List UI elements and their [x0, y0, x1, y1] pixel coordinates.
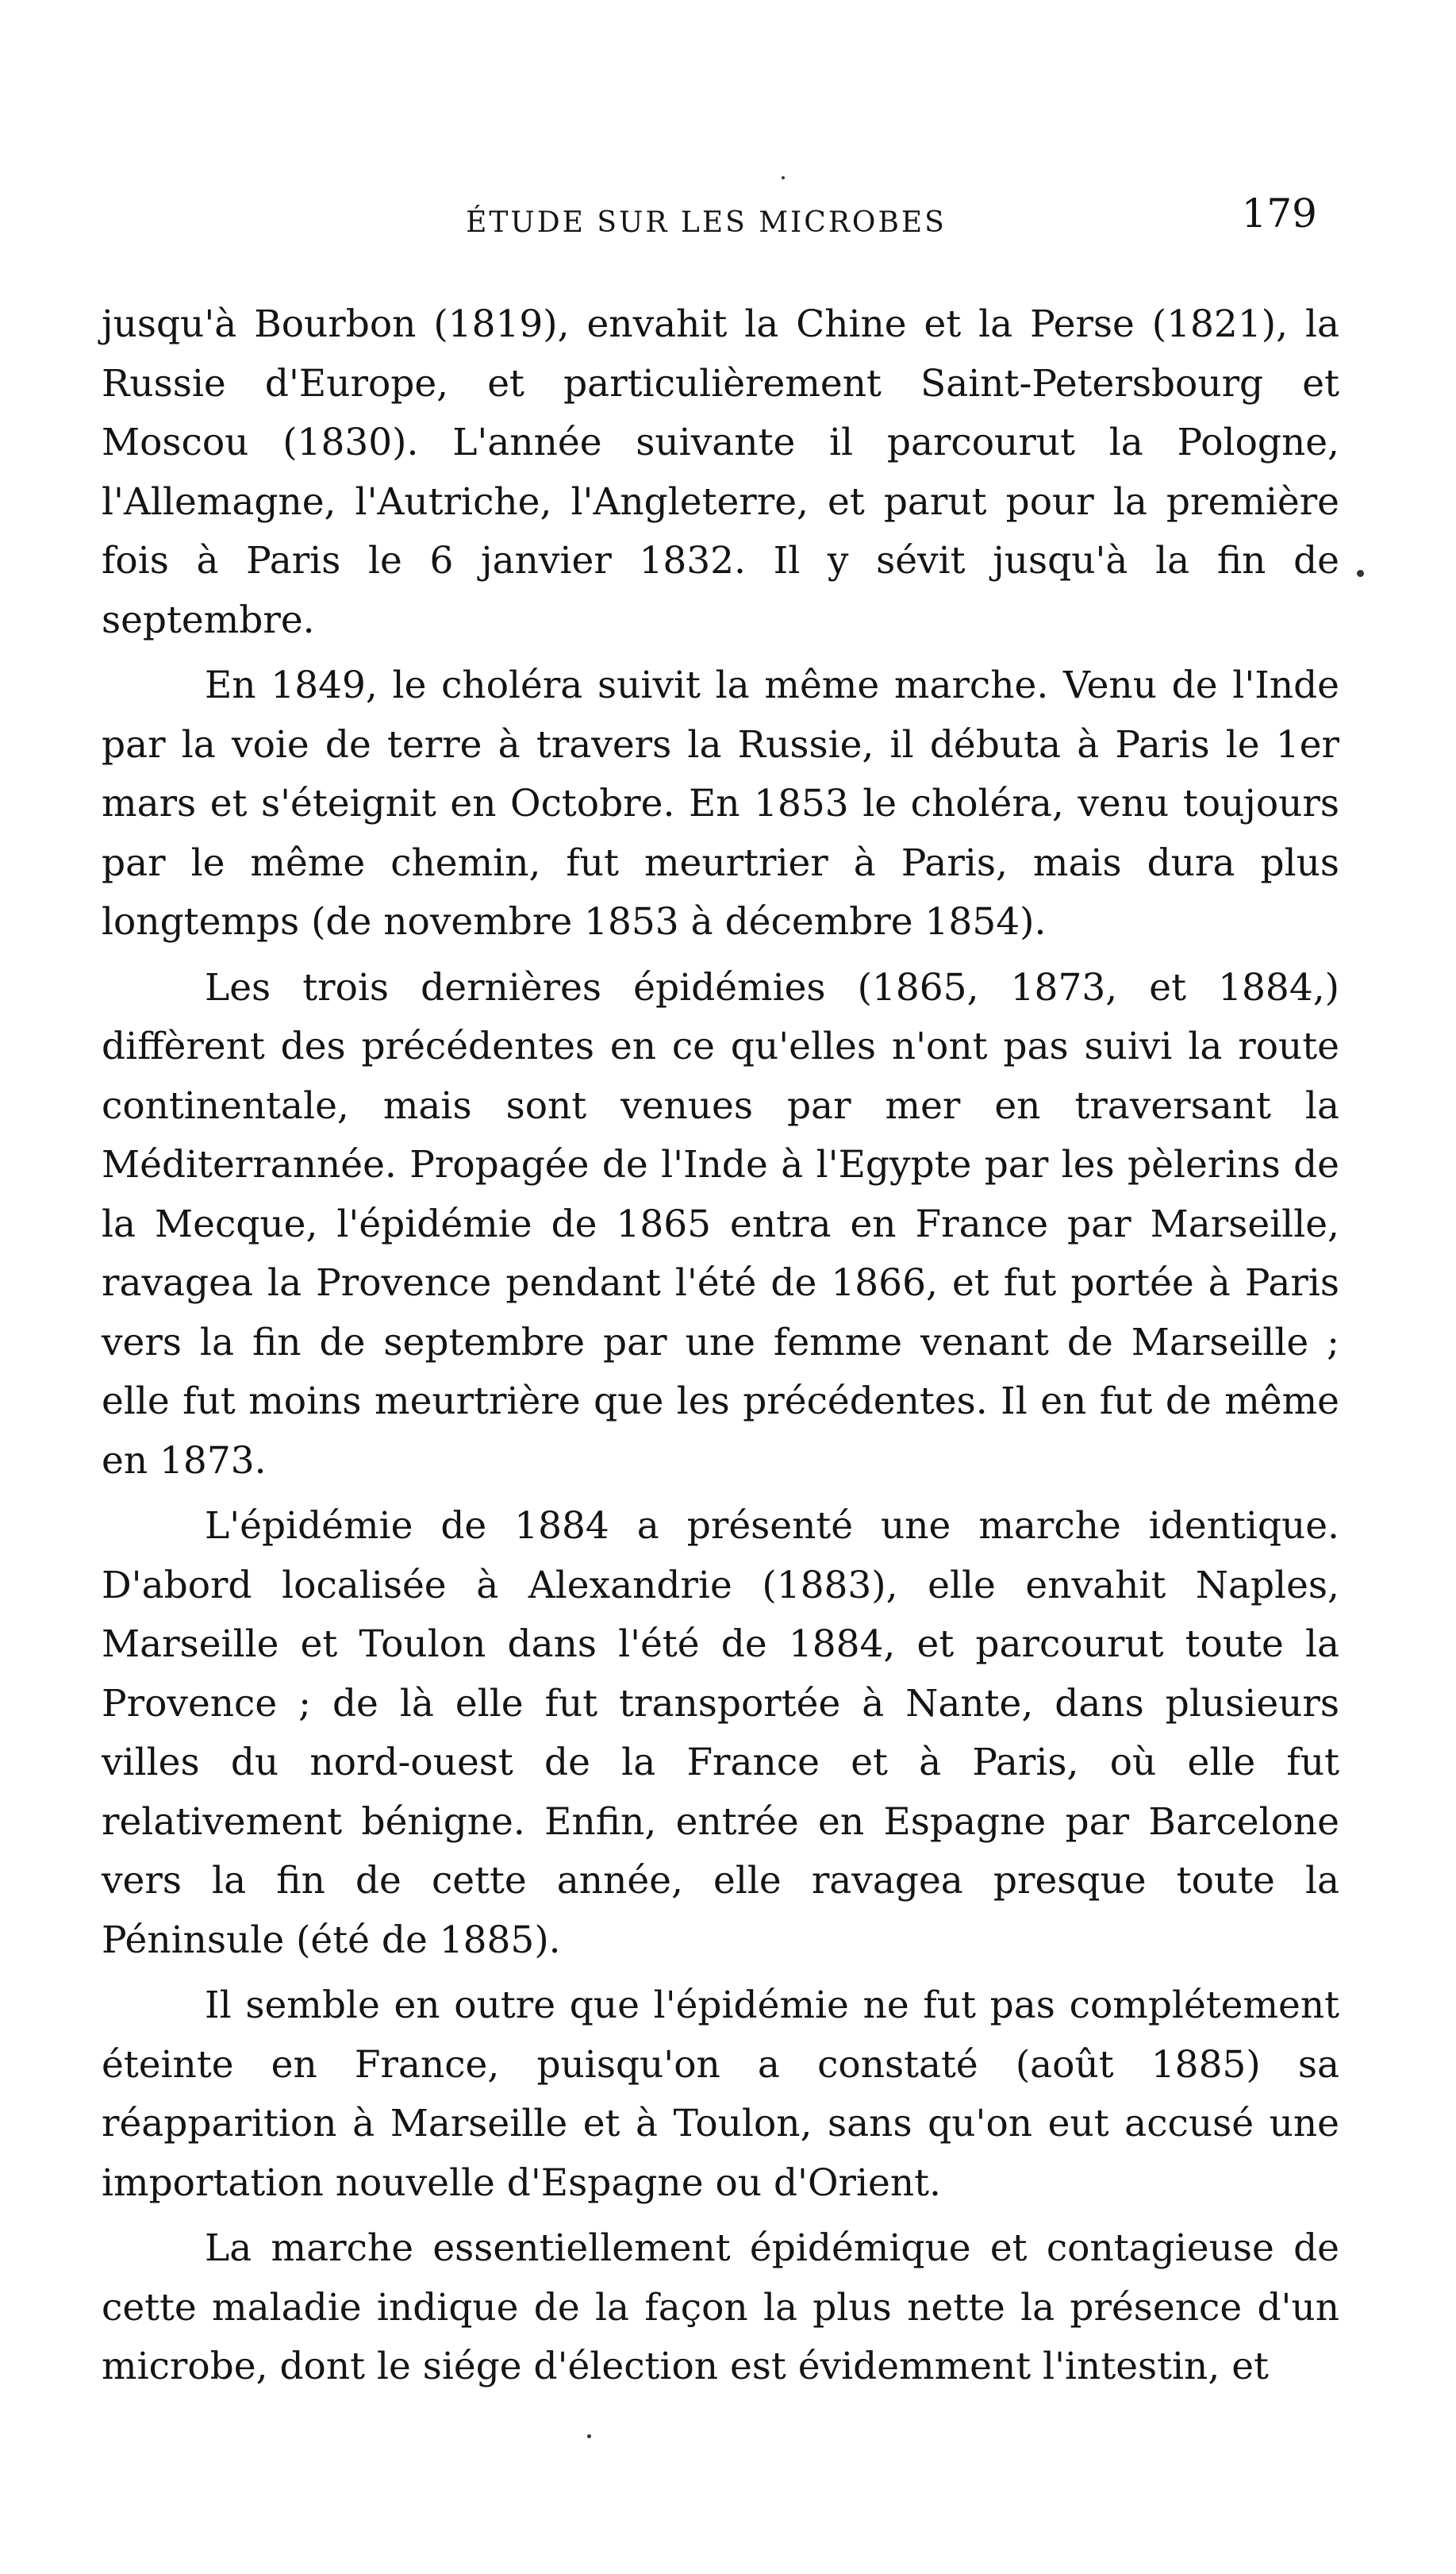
paragraph-6: La marche essentiellement épidémique et contagieuse de cette maladie indique de la façon la plus nette la présence d'un microbe, dont le siége d'élection est évidemment l'intestin, et [102, 2226, 1339, 2388]
running-title: ÉTUDE SUR LES MICROBES [466, 206, 947, 239]
page-number: 179 [1241, 190, 1317, 237]
page-header [95, 184, 1317, 248]
paragraph-3: Les trois dernières épidémies (1865, 1873, et 1884,) diffèrent des précédentes en ce qu'elles n'ont pas suivi la route continentale, mais sont venues par mer en traversant la Méditerrannée. Propagée de l'Inde à l'Egypte par les pèlerins de la Mecque, l'épidémie de 1865 entra en France par Marseille, ravagea la Provence pendant l'été de 1866, et fut portée à Paris vers la fin de septembre par une femme venant de Marseille ; elle fut moins meurtrière que les précédentes. Il en fut de même en 1873. [102, 965, 1339, 1483]
body-text [102, 295, 1339, 2403]
paragraph-5: Il semble en outre que l'épidémie ne fut pas complétement éteinte en France, puisqu'on a constaté (août 1885) sa réapparition à Marseille et à Toulon, sans qu'on eut accusé une importation nouvelle d'Espagne ou d'Orient. [102, 1983, 1339, 2205]
paragraph-1: jusqu'à Bourbon (1819), envahit la Chine et la Perse (1821), la Russie d'Europe, et particulièrement Saint-Petersbourg et Moscou (1830). L'année suivante il parcourut la Pologne, l'Allemagne, l'Autriche, l'Angleterre, et parut pour la première fois à Paris le 6 janvier 1832. Il y sévit jusqu'à la fin de septembre. [102, 302, 1339, 642]
ink-speck [1357, 570, 1364, 577]
ink-speck [782, 176, 785, 179]
paragraph-4: L'épidémie de 1884 a présenté une marche identique. D'abord localisée à Alexandrie (1883), elle envahit Naples, Marseille et Toulon dans l'été de 1884, et parcourut toute la Provence ; de là elle fut transportée à Nante, dans plusieurs villes du nord-ouest de la France et à Paris, où elle fut relativement bénigne. Enfin, entrée en Espagne par Barcelone vers la fin de cette année, elle ravagea presque toute la Péninsule (été de 1885). [102, 1504, 1339, 1962]
paragraph-2: En 1849, le choléra suivit la même marche. Venu de l'Inde par la voie de terre à travers la Russie, il débuta à Paris le 1er mars et s'éteignit en Octobre. En 1853 le choléra, venu toujours par le même chemin, fut meurtrier à Paris, mais dura plus longtemps (de novembre 1853 à décembre 1854). [102, 664, 1339, 944]
ink-speck [587, 2434, 591, 2438]
